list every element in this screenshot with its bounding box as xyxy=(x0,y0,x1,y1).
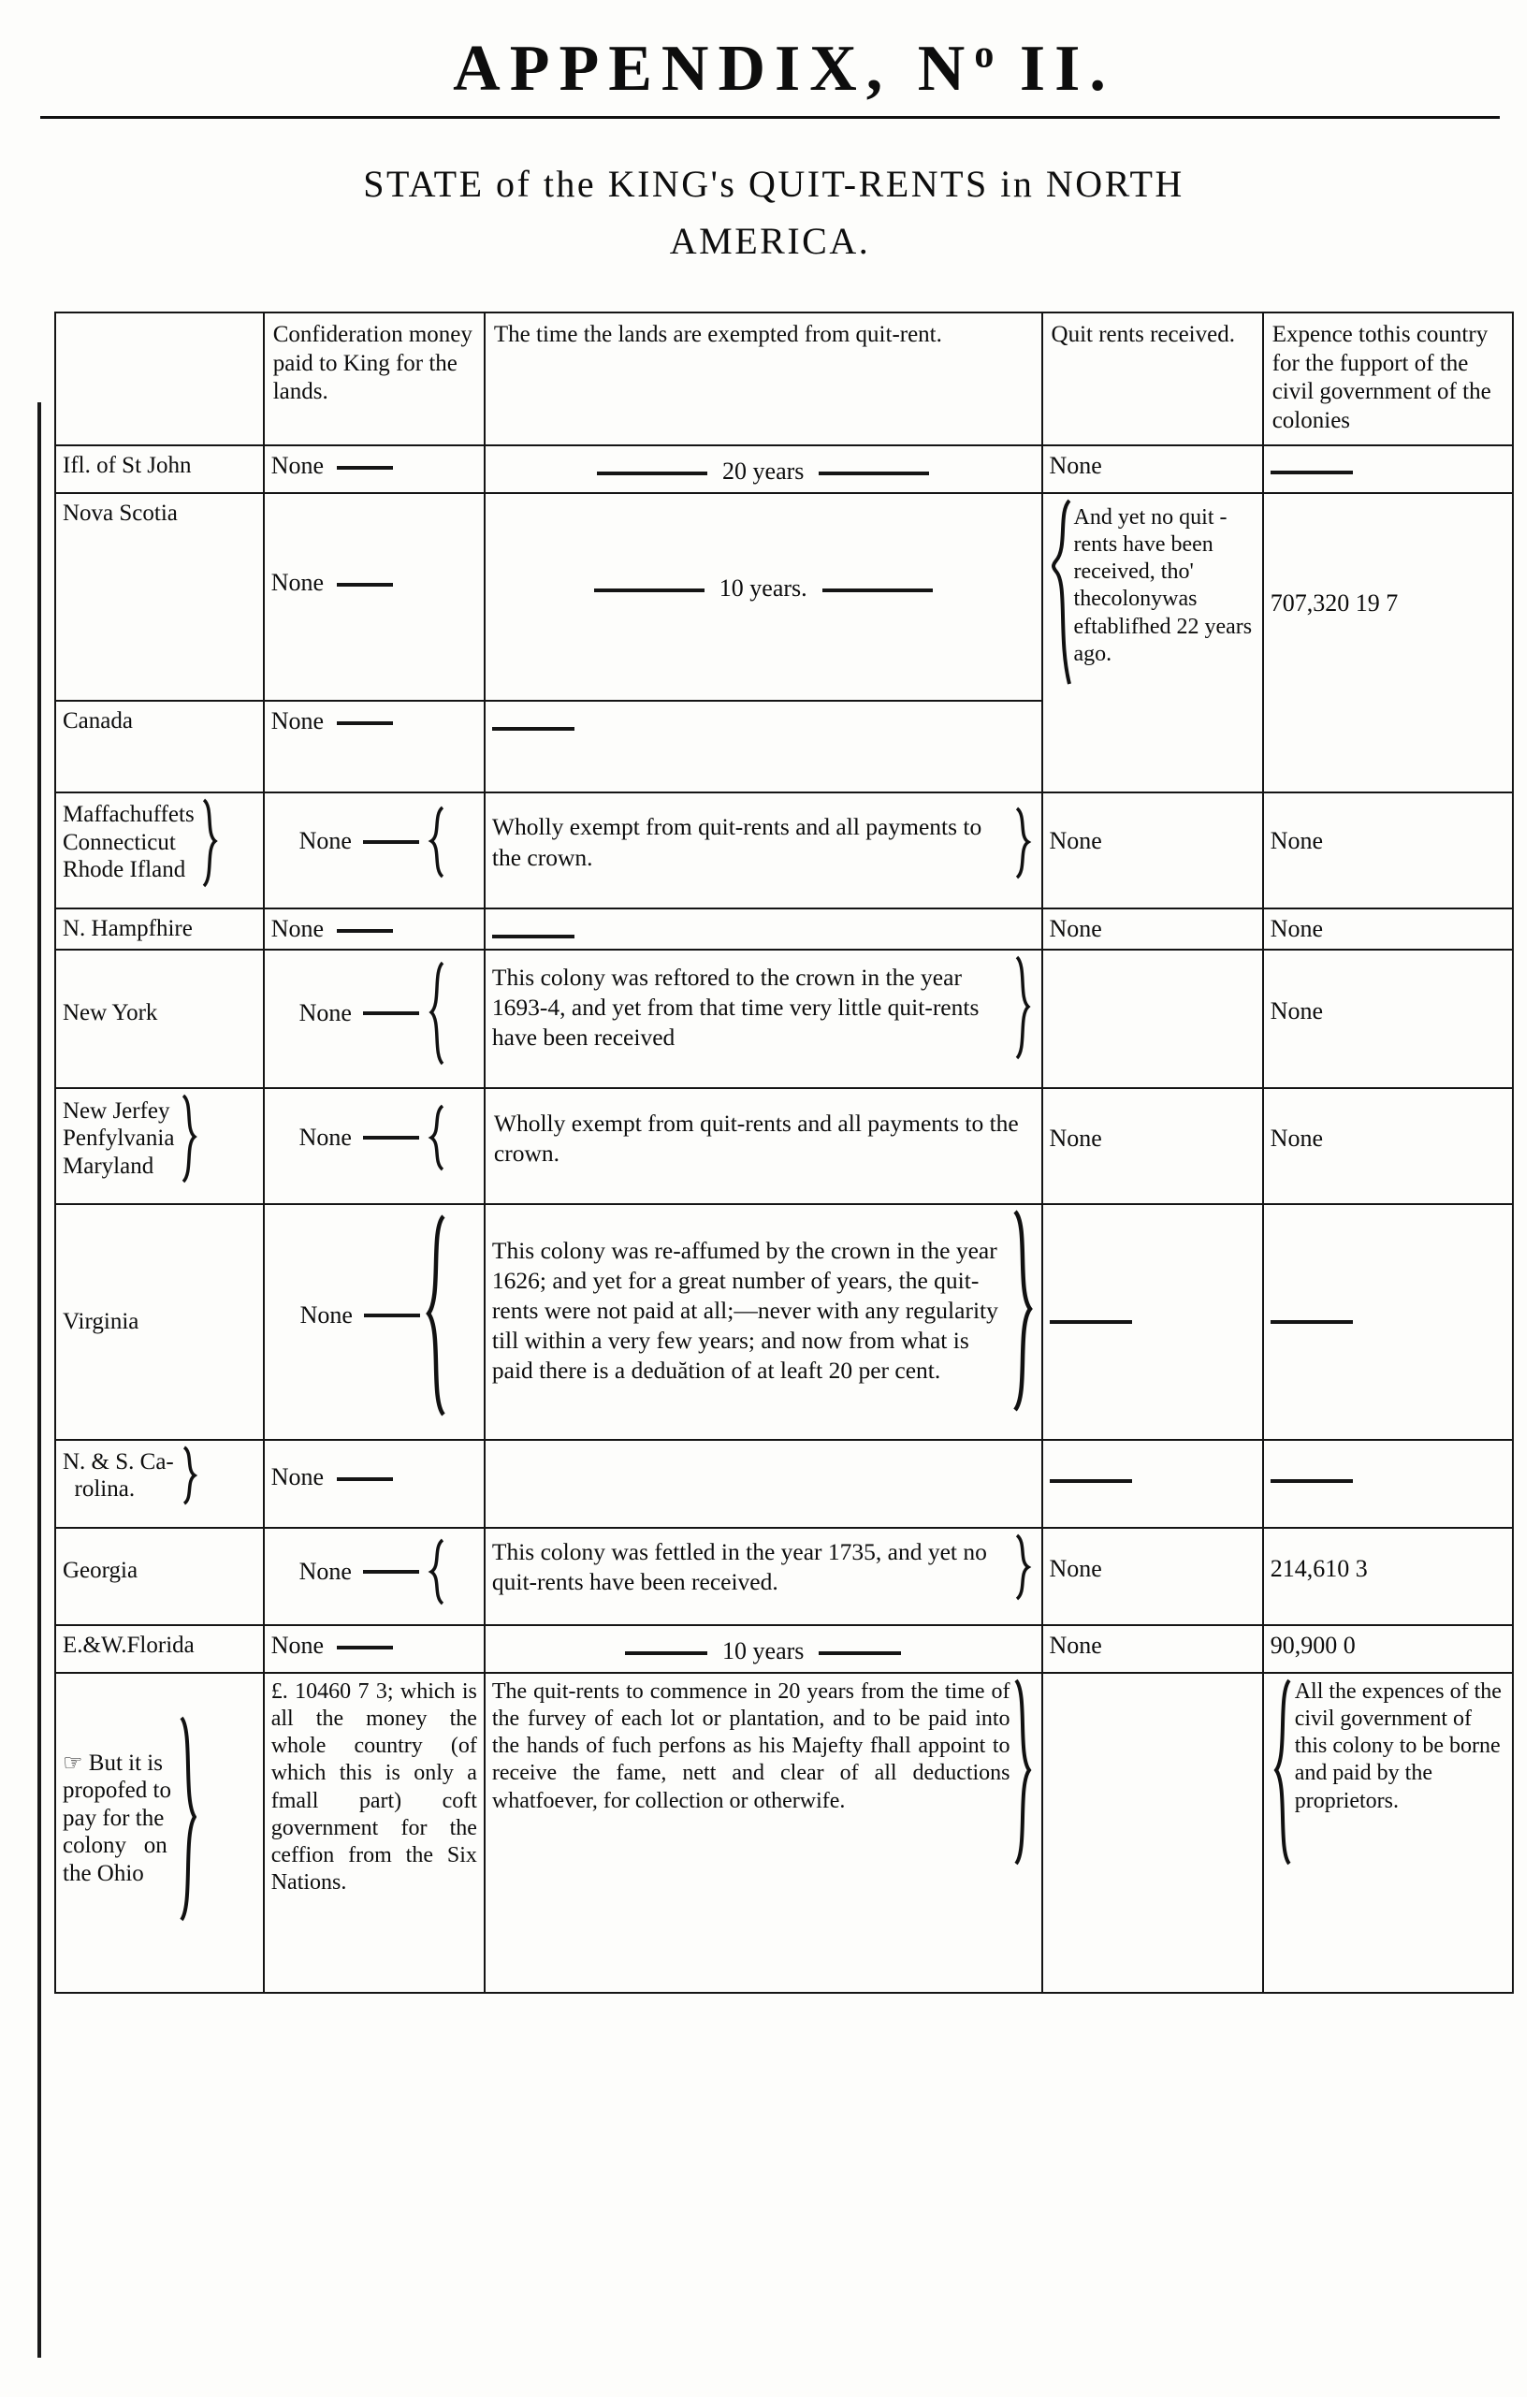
row-place-names: N. & S. Ca- rolina. xyxy=(63,1448,174,1502)
table-row xyxy=(55,908,1513,951)
brace-icon xyxy=(1010,1533,1035,1601)
row-place-label: N. Hampfhire xyxy=(55,908,264,951)
column-header-exemption-time: The time the lands are exempted from quit-rent. xyxy=(485,312,1042,445)
title-block xyxy=(0,0,1540,263)
row-rents xyxy=(1042,1204,1263,1440)
row-rents xyxy=(1042,493,1263,792)
row-place-label: Virginia xyxy=(55,1204,264,1440)
page-title-superscript: o xyxy=(974,33,995,77)
row-place-label: New York xyxy=(55,950,264,1088)
table-row xyxy=(55,445,1513,493)
row-time-text: This colony was fettled in the year 1735, and yet no quit-rents have been received. xyxy=(491,1537,987,1595)
table-head xyxy=(55,312,1513,445)
row-time xyxy=(485,1528,1042,1625)
quit-rents-table-wrap xyxy=(0,312,1540,1994)
table-body xyxy=(55,445,1513,1993)
brace-icon xyxy=(1271,1678,1295,1866)
row-rents xyxy=(1042,950,1263,1088)
page-right-margin xyxy=(1527,0,1540,2397)
row-money: None xyxy=(264,950,485,1088)
row-rents: None xyxy=(1042,1625,1263,1673)
row-time xyxy=(485,908,1042,951)
brace-icon xyxy=(425,961,449,1066)
row-rents: None xyxy=(1042,1528,1263,1625)
row-time-text: Wholly exempt from quit-rents and all payments to the crown. xyxy=(491,813,982,871)
row-money: None xyxy=(264,445,485,493)
row-time xyxy=(485,1204,1042,1440)
row-expence xyxy=(1263,1440,1513,1528)
row-rents: None xyxy=(1042,1088,1263,1204)
column-header-place xyxy=(55,312,264,445)
row-money-text: £. 10460 7 3; which is all the money the whole country (of which this is only a fmall part) coft government for the ceffion from the Six Nations. xyxy=(270,1678,477,1896)
row-time xyxy=(485,1673,1042,1993)
table-row xyxy=(55,1625,1513,1673)
row-expence: 90,900 0 xyxy=(1263,1625,1513,1673)
row-expence xyxy=(1263,1673,1513,1993)
row-rents-text: And yet no quit - rents have been received, tho' thecolonywas eftablifhed 22 years ago. xyxy=(1073,504,1253,666)
table-row xyxy=(55,1673,1513,1993)
row-time: 10 years xyxy=(485,1625,1042,1673)
row-time-text: This colony was re-affumed by the crown in the year 1626; and yet for a great number of years, the quit-rents were not paid at all;—never with any regularity till within a very few years; and now from what is paid there is a deduătion of at leaft 20 per cent. xyxy=(491,1236,998,1385)
row-money: None xyxy=(264,908,485,951)
brace-icon xyxy=(1010,955,1035,1060)
row-place-names: Maffachuffets Connecticut Rhode Ifland xyxy=(63,802,195,883)
row-time xyxy=(485,701,1042,792)
row-place-label: E.&W.Florida xyxy=(55,1625,264,1673)
row-time xyxy=(485,792,1042,908)
table-row xyxy=(55,1440,1513,1528)
row-rents: None xyxy=(1042,792,1263,908)
row-rents xyxy=(1042,1440,1263,1528)
brace-icon xyxy=(1010,806,1035,879)
column-header-expence: Expence tothis country for the fupport of the civil government of the colonies xyxy=(1263,312,1513,445)
row-money: None xyxy=(264,493,485,701)
brace-icon xyxy=(1010,1210,1035,1412)
brace-icon xyxy=(1050,499,1074,686)
quit-rents-table xyxy=(54,312,1514,1994)
row-place-label: Nova Scotia xyxy=(55,493,264,701)
pointing-hand-icon: ☞ xyxy=(63,1751,83,1776)
brace-icon xyxy=(425,1538,449,1605)
row-money: None xyxy=(264,1204,485,1440)
table-row xyxy=(55,1204,1513,1440)
row-expence xyxy=(1263,445,1513,493)
table-row xyxy=(55,1528,1513,1625)
row-place-note: ☞ But it is propofed to pay for the colony on the Ohio xyxy=(63,1750,171,1886)
brace-icon xyxy=(425,1104,449,1171)
column-header-quit-rents-received: Quit rents received. xyxy=(1042,312,1263,445)
row-place-label xyxy=(55,1088,264,1204)
row-rents xyxy=(1042,1673,1263,1993)
row-money: None xyxy=(264,1440,485,1528)
subtitle-line-1: STATE of the KING's QUIT-RENTS in NORTH xyxy=(363,163,1184,205)
title-divider xyxy=(40,116,1500,119)
row-expence: None xyxy=(1263,908,1513,951)
row-time xyxy=(485,1088,1042,1204)
row-place-names: New Jerfey Penfylvania Maryland xyxy=(63,1097,175,1179)
row-place-label xyxy=(55,1440,264,1528)
brace-icon xyxy=(1010,1678,1035,1866)
row-rents: None xyxy=(1042,908,1263,951)
row-expence: None xyxy=(1263,950,1513,1088)
row-expence: 707,320 19 7 xyxy=(1263,493,1513,792)
subtitle-line-2: AMERICA. xyxy=(669,220,871,262)
row-place-label xyxy=(55,1673,264,1993)
row-time-text: Wholly exempt from quit-rents and all payments to the crown. xyxy=(493,1110,1019,1168)
row-time-text: The quit-rents to commence in 20 years from the time of the furvey of each lot or plantation, and to be paid into the hands of fuch perfons as his Majefty fhall appoint to receive the fame, nett and clear of all deductions whatfoever, for collection or otherwife. xyxy=(491,1678,1010,1813)
row-time xyxy=(485,1440,1042,1528)
table-row xyxy=(55,792,1513,908)
table-row xyxy=(55,1088,1513,1204)
row-money: None xyxy=(264,1528,485,1625)
brace-icon xyxy=(174,1716,198,1922)
row-money xyxy=(264,1673,485,1993)
row-money: None xyxy=(264,792,485,908)
row-expence: 214,610 3 xyxy=(1263,1528,1513,1625)
column-header-consideration-money: Confideration money paid to King for the lands. xyxy=(264,312,485,445)
brace-icon xyxy=(197,798,222,888)
brace-icon xyxy=(177,1094,201,1184)
brace-icon xyxy=(177,1445,201,1505)
row-place-label: Georgia xyxy=(55,1528,264,1625)
table-row xyxy=(55,493,1513,701)
page-title-text: APPENDIX, N xyxy=(453,33,975,105)
row-rents: None xyxy=(1042,445,1263,493)
row-expence: None xyxy=(1263,792,1513,908)
table-row xyxy=(55,950,1513,1088)
table-header-row xyxy=(55,312,1513,445)
row-time-text: This colony was reftored to the crown in the year 1693-4, and yet from that time very little quit-rents have been received xyxy=(491,963,980,1052)
row-expence xyxy=(1263,1204,1513,1440)
row-time: 10 years. xyxy=(485,493,1042,701)
row-place-label xyxy=(55,792,264,908)
row-expence-text: All the expences of the civil government of this colony to be borne and paid by the proprietors. xyxy=(1294,1678,1502,1813)
row-money: None xyxy=(264,701,485,792)
row-money: None xyxy=(264,1625,485,1673)
brace-icon xyxy=(425,806,449,879)
row-expence: None xyxy=(1263,1088,1513,1204)
page-title xyxy=(0,32,1540,107)
row-place-label: Ifl. of St John xyxy=(55,445,264,493)
row-place-label: Canada xyxy=(55,701,264,792)
row-time xyxy=(485,950,1042,1088)
row-time: 20 years xyxy=(485,445,1042,493)
page-title-tail: II. xyxy=(994,33,1115,105)
row-money: None xyxy=(264,1088,485,1204)
brace-icon xyxy=(424,1214,448,1416)
